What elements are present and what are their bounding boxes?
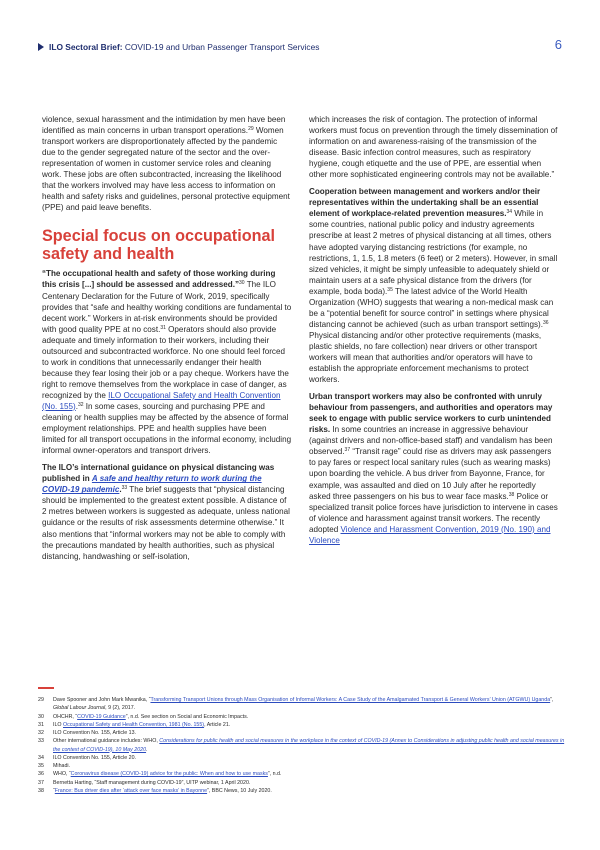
page-number: 6 [554, 37, 562, 52]
text: which increases the risk of contagion. The protection of informal workers must focus on prevention through the timely dissemination of information on and awareness-raising of the transmission of the disease. Basic infection control measures, such as respiratory hygiene, cough etiquette and the use of PPE, are essential when other more sophisticated engineering controls may not be available.” [309, 115, 558, 180]
text: WHO, “ [53, 771, 71, 778]
right-column [309, 114, 559, 552]
footnote-number: 36 [38, 771, 44, 778]
page-header [38, 37, 562, 56]
footnote-number: 30 [38, 713, 44, 720]
left-column [42, 114, 292, 568]
paragraph [309, 114, 559, 180]
text: Police or specialized transit police forces have jurisdiction to intervene in cases of violence and harassment against transit workers. The recently adopted [309, 491, 558, 534]
paragraph [309, 186, 559, 385]
footnote-number: 29 [38, 697, 44, 703]
bold-lead: Urban transport workers may also be confronted with unruly behaviour from passengers, and authorities and operators may seek to engage with public service workers to curb unintended risks. [309, 392, 553, 435]
text: . [75, 401, 78, 411]
footnote-link[interactable]: Considerations for public health and social measures in the workplace in the context of COVID-19 (Annex to Considerations in adjusting public health and social measures in the context of COVID-19), 10 May 2020 [53, 738, 565, 753]
footnote [38, 721, 566, 729]
text: violence, sexual harassment and the intimidation by men have been identified as main concerns in urban transport operations. [42, 115, 286, 136]
triangle-bullet-icon [38, 43, 44, 51]
footnote-number: 33 [38, 738, 44, 745]
footnote-number: 32 [38, 730, 44, 736]
footnote-link[interactable]: Coronavirus disease (COVID-19) advice for the public: When and how to use masks [70, 771, 268, 778]
text: “Transit rage” could rise as drivers may ask passengers to pay fares or respect local sanitary rules (such as wearing masks) upon boarding the vehicle. A bus driver from Bayonne, France, for example, was assaulted and died on 10 July after he reportedly asked three passengers on his bus to wear face masks. [309, 447, 552, 501]
footnote-link[interactable]: Transforming Transport Unions through Mass Organisation of Informal Workers: A Case Study of the Amalgamated Transport & General Workers’ Union (ATGWU) Uganda [150, 697, 551, 703]
footnote-number: 31 [38, 721, 44, 728]
footnote [38, 696, 566, 713]
text: Mihadi. [53, 763, 71, 769]
text: The ILO Centenary Declaration for the Future of Work, 2019, specifically provides that “safe and healthy working conditions are fundamental to decent work.” Workers in at-risk environments should be provided with good quality PPE at no cost. [42, 280, 292, 334]
text: Other international guidance includes: WHO, [53, 738, 160, 745]
footnote-ref: 38 [508, 491, 515, 498]
footnote-link[interactable]: France: Bus driver dies after ‘attack over face masks’ in Bayonne [54, 787, 208, 794]
footnote-ref: 31 [160, 324, 166, 331]
text: ”, n.d. See section on Social and Economic Impacts. [125, 713, 249, 720]
text: ”, [550, 697, 554, 703]
text: Bernetta Harting, “Staff management during COVID-19”, UITP webinar, 1 April 2020. [53, 779, 251, 786]
text: In some countries an increase in aggressive behaviour (against drivers and non-office-based staff) and vandalism has been observed. [309, 425, 553, 457]
bold-lead: “The occupational health and safety of those working during this crisis [...] should be assessed and addressed.” [42, 269, 276, 290]
footnote-divider [38, 687, 54, 689]
footnote [38, 762, 566, 770]
text: ILO [53, 721, 64, 728]
footnote [38, 770, 566, 778]
text: ”, BBC News, 10 July 2020. [207, 787, 272, 794]
footnote-number: 35 [38, 763, 44, 769]
convention-190-link[interactable]: Violence and Harassment Convention, 2019 (No. 190) and Violence [309, 524, 551, 545]
header-title [49, 40, 319, 54]
text: The brief suggests that “physical distancing should be implemented to the greatest extent possible. A distance of 2 metres between workers is suggested as adequate, unless national guidance or the results of risk assessments determine otherwise.” It also mentions that “informal workers may not be able to comply with the precautions mandated by health authorities, such as physical distancing, handwashing or self-isolation, [42, 485, 290, 561]
safe-return-guidance-link[interactable]: A safe and healthy return to work during the COVID-19 pandemic [42, 474, 262, 495]
text: Global Labour Journal [53, 705, 106, 712]
text: The latest advice of the World Health Organization (WHO) suggests that wearing a non-medical mask can be a “potential benefit for source control” in settings where physical distancing cannot be achieved (such as urban transport settings). [309, 286, 554, 329]
footnote [38, 787, 566, 795]
footnote-ref: 32 [78, 401, 84, 408]
bold-lead: Cooperation between management and workers and/or their representatives within the undertaking shall be an essential element of workplace-related prevention measures. [309, 187, 541, 219]
section-heading: Special focus on occupational safety and health [42, 227, 275, 264]
footnote-number: 34 [38, 754, 44, 761]
footnote-link[interactable]: COVID-19 Guidance [77, 713, 126, 720]
text: Dave Spooner and John Mark Mwanika, “ [53, 697, 151, 703]
text: ILO Convention No. 155, Article 13. [53, 730, 137, 736]
text: ILO Convention No. 155, Article 20. [53, 754, 137, 761]
text: Operators should also provide adequate and timely information to their workers, including their outsourced and subcontracted workforce. No one should feel forced to work in conditions that unnecessarily endanger their health because they fear losing their job or a pay cheque. Workers have the right to remove themselves from the workplace in case of danger, as recognized by the [42, 324, 289, 400]
footnote-number: 38 [38, 787, 44, 794]
footnote [38, 754, 566, 762]
header-title-bold: ILO Sectoral Brief: [49, 42, 123, 52]
text: . [146, 746, 148, 753]
paragraph [42, 114, 292, 213]
footnote [38, 779, 566, 787]
text: In some cases, sourcing and purchasing PPE and cleaning or health supplies may be affected by the absence of formal employment relationships. PPE and health supplies have been limited for all transport occupations in the informal economy, including informal owner-operators and transport drivers. [42, 401, 292, 456]
footnote-ref: 35 [387, 286, 393, 293]
footnote-ref: 36 [542, 319, 549, 326]
text: Physical distancing and/or other protective requirements (masks, plastic shields, no fare collection) near drivers or other transport workers will mean that authorities and/or operators will have to establish the appropriate enforcement mechanisms to protect workers. [309, 330, 542, 385]
footnote-number: 37 [38, 779, 44, 786]
bold-lead: . [119, 485, 122, 495]
paragraph [309, 391, 559, 546]
text: ”, n.d. [267, 771, 282, 778]
footnote-link[interactable]: Occupational Safety and Health Convention, 1981 (No. 155) [63, 721, 205, 728]
footnote [38, 713, 566, 721]
bold-lead: The ILO’s international guidance on physical distancing was published in [42, 463, 275, 484]
text: “ [53, 787, 55, 794]
text: , 9 (2), 2017. [105, 705, 136, 712]
header-title-rest: COVID-19 and Urban Passenger Transport Services [122, 42, 320, 52]
footnote-ref: 29 [248, 126, 254, 133]
footnote [38, 737, 566, 754]
footnote-ref: 30 [239, 280, 245, 287]
text: Women transport workers are disproportionately affected by the pandemic due to the gender segregated nature of the sector and the over-representation of women in customer service roles and cleaning work. These jobs are often subcontracted, increasing the likelihood that the workers involved may have less access to information on health and safety risks and guidelines, personal protective equipment (PPE) and paid leave benefits. [42, 126, 290, 213]
footnotes [38, 696, 566, 795]
paragraph [42, 462, 292, 561]
footnote-ref: 34 [506, 209, 513, 216]
footnote-ref: 33 [121, 485, 128, 492]
convention-155-link[interactable]: ILO Occupational Safety and Health Convention (No. 155) [42, 390, 281, 411]
text: While in some countries, national public policy and industry agreements prescribe at least 2 metres of physical distancing at all times, others have adopted varying distancing restrictions (for example, no restrictions, 1, 1.5, 1.8 meters (6 feet) or 2 meters). However, in small sized vehicles, it might be simply unfeasible to adequately shield or maintain users at a safe physical distance from the drivers (for example, boda boda). [309, 209, 558, 296]
footnote-ref: 37 [344, 447, 351, 454]
text: OHCHR, “ [53, 713, 78, 720]
text: , Article 21. [204, 721, 231, 728]
footnote [38, 729, 566, 737]
paragraph [42, 268, 292, 456]
